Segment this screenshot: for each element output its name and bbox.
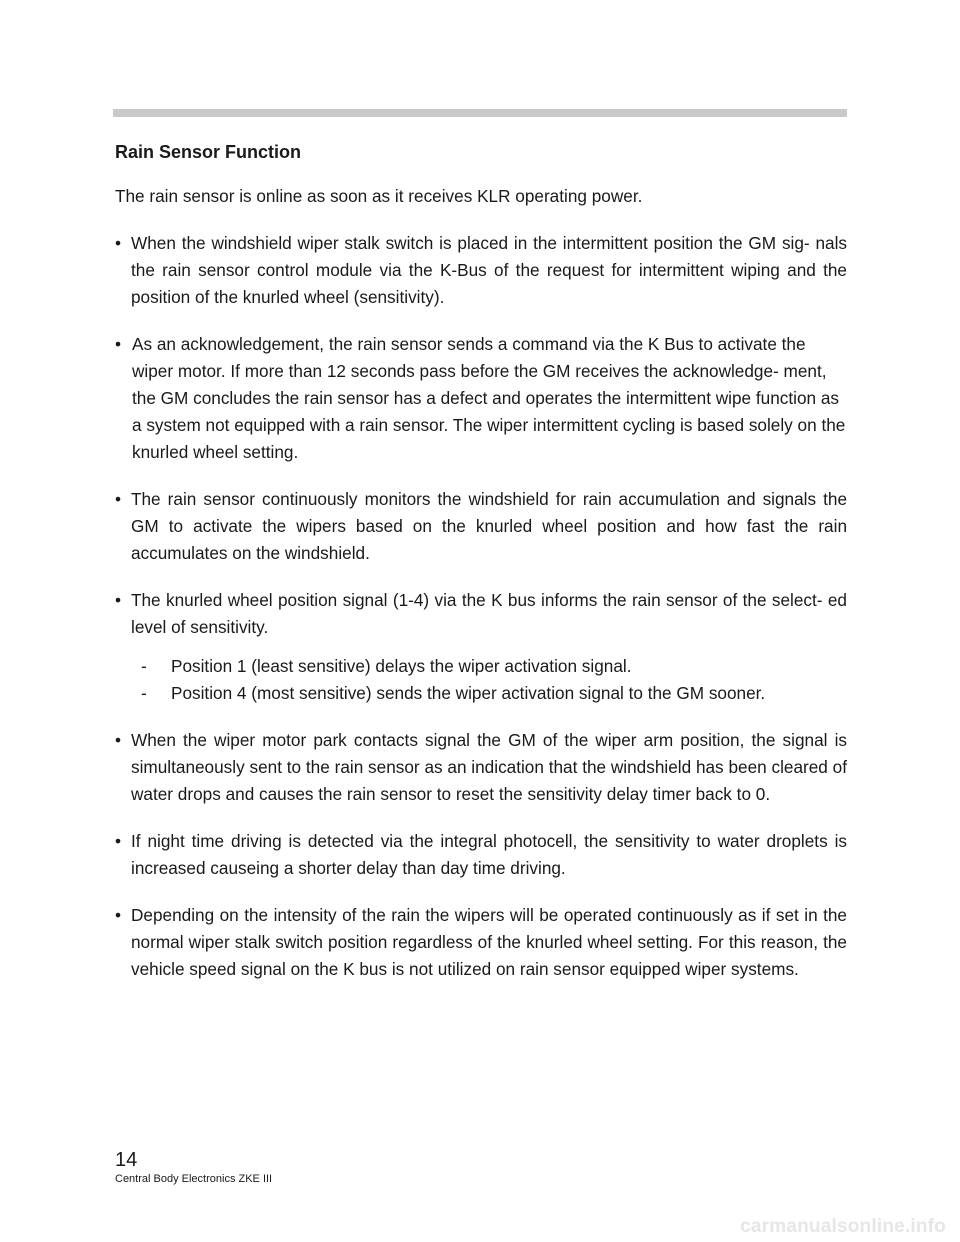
list-dash: - (141, 683, 147, 703)
list-item-text: Position 1 (least sensitive) delays the wiper activation signal. (171, 656, 632, 676)
bullet-text: As an acknowledgement, the rain sensor sends a command via the K Bus to activate the wiper motor. If more than 12 seconds pass before the GM receives the acknowledge- ment, the GM concludes the rain sensor has a defect and operates the intermittent wipe function as a system not equipped with a rain sensor. The wiper intermittent cycling is based solely on the knurled wheel setting. (132, 334, 846, 462)
bullet-item (115, 902, 847, 983)
bullet-dot: • (115, 489, 122, 509)
page-footer (115, 1148, 272, 1186)
bullet-dot: • (115, 590, 122, 610)
watermark: carmanualsonline.info (740, 1216, 946, 1237)
bullet-text: When the wiper motor park contacts signal the GM of the wiper arm position, the signal is simultaneously sent to the rain sensor as an indication that the windshield has been cleared of water drops and causes the rain sensor to reset the sensitivity delay timer back to 0. (131, 730, 847, 804)
bullet-dot: • (115, 831, 122, 851)
bullet-dot: • (115, 233, 122, 253)
bullet-item (115, 486, 847, 567)
bullet-text: The rain sensor continuously monitors the windshield for rain accumulation and signals the GM to activate the wipers based on the knurled wheel position and how fast the rain accumulates on the windshield. (131, 489, 847, 563)
list-dash: - (141, 656, 147, 676)
bullet-dot: • (115, 905, 122, 925)
sensitivity-positions-list (115, 653, 847, 707)
list-item (115, 680, 847, 707)
bullet-dot: • (115, 730, 122, 750)
bullet-item (115, 331, 847, 466)
page-number: 14 (115, 1149, 138, 1171)
footer-title: Central Body Electronics ZKE III (115, 1173, 273, 1185)
bullet-text: The knurled wheel position signal (1-4) via the K bus informs the rain sensor of the select- ed level of sensitivity. (131, 590, 847, 637)
bullet-item (115, 727, 847, 808)
bullet-text: If night time driving is detected via the integral photocell, the sensitivity to water droplets is increased causeing a shorter delay than day time driving. (131, 831, 847, 878)
bullet-text: Depending on the intensity of the rain the wipers will be operated continuously as if set in the normal wiper stalk switch position regardless of the knurled wheel setting. For this reason, the vehicle speed signal on the K bus is not utilized on rain sensor equipped wiper systems. (131, 905, 847, 979)
list-item (115, 653, 847, 680)
bullet-item (115, 230, 847, 311)
intro-paragraph: The rain sensor is online as soon as it receives KLR operating power. (115, 186, 643, 206)
bullet-dot: • (115, 334, 122, 354)
bullet-text: When the windshield wiper stalk switch is placed in the intermittent position the GM sig- nals the rain sensor control module via the K-Bus of the request for intermittent wiping and the position of the knurled wheel (sensitivity). (131, 233, 847, 307)
bullet-item (115, 587, 847, 641)
page-content (115, 140, 847, 1003)
header-rule (113, 109, 847, 117)
section-title: Rain Sensor Function (115, 142, 302, 162)
bullet-item (115, 828, 847, 882)
list-item-text: Position 4 (most sensitive) sends the wiper activation signal to the GM sooner. (171, 683, 766, 703)
